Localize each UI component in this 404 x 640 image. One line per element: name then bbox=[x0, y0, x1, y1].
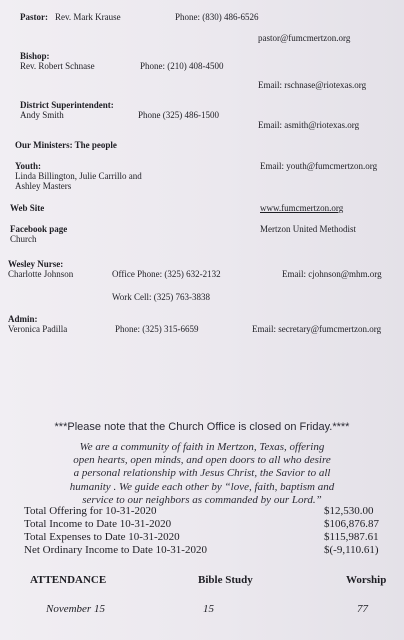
pastor-phone: Phone: (830) 486-6526 bbox=[175, 12, 259, 22]
pastor-email: pastor@fumcmertzon.org bbox=[258, 33, 351, 43]
finance-row bbox=[24, 531, 379, 544]
wesley-nurse-email: Email: cjohnson@mhm.org bbox=[282, 269, 382, 279]
wesley-nurse-office-phone: Office Phone: (325) 632-2132 bbox=[112, 269, 221, 279]
finance-value: $115,987.61 bbox=[324, 531, 379, 543]
office-closed-notice: ***Please note that the Church Office is closed on Friday.**** bbox=[54, 421, 350, 433]
admin-label: Admin: bbox=[8, 314, 38, 324]
bishop-phone: Phone: (210) 408-4500 bbox=[140, 61, 224, 71]
bishop-name: Rev. Robert Schnase bbox=[20, 61, 95, 71]
mission-statement bbox=[30, 441, 374, 507]
facebook-label: Facebook page bbox=[10, 224, 68, 234]
finance-row bbox=[24, 505, 374, 518]
mission-line: We are a community of faith in Mertzon, Texas, offering bbox=[79, 441, 325, 453]
wesley-nurse-label: Wesley Nurse: bbox=[8, 259, 64, 269]
youth-names-line1: Linda Billington, Julie Carrillo and bbox=[15, 171, 142, 181]
youth-names-line2: Ashley Masters bbox=[15, 181, 72, 191]
finance-row bbox=[24, 518, 379, 531]
finance-label: Total Income to Date 10-31-2020 bbox=[24, 518, 172, 530]
facebook-sub: Church bbox=[10, 234, 37, 244]
finance-value: $106,876.87 bbox=[324, 518, 379, 530]
finance-label: Total Offering for 10-31-2020 bbox=[24, 505, 157, 517]
mission-line: humanity . We guide each other by “love, faith, baptism and bbox=[69, 480, 335, 493]
wesley-nurse-name: Charlotte Johnson bbox=[8, 269, 74, 279]
bishop-email: Email: rschnase@riotexas.org bbox=[258, 80, 367, 90]
finance-row bbox=[24, 544, 379, 557]
youth-label: Youth: bbox=[15, 161, 42, 171]
district-superintendent-label: District Superintendent: bbox=[20, 100, 114, 110]
admin-email: Email: secretary@fumcmertzon.org bbox=[252, 324, 382, 334]
wesley-nurse-work-cell: Work Cell: (325) 763-3838 bbox=[112, 292, 211, 302]
attendance-date: November 15 bbox=[46, 603, 105, 615]
finance-label: Net Ordinary Income to Date 10-31-2020 bbox=[24, 544, 207, 556]
attendance-bible-study-count: 15 bbox=[203, 603, 214, 615]
website-label: Web Site bbox=[10, 203, 45, 213]
website-link[interactable]: www.fumcmertzon.org bbox=[260, 203, 344, 213]
finance-label: Total Expenses to Date 10-31-2020 bbox=[24, 531, 180, 543]
pastor-label: Pastor: bbox=[20, 12, 48, 22]
attendance-col-worship: Worship bbox=[346, 574, 387, 586]
district-superintendent-phone: Phone (325) 486-1500 bbox=[138, 110, 219, 120]
bishop-label: Bishop: bbox=[20, 51, 50, 61]
finance-value: $12,530.00 bbox=[324, 505, 374, 517]
attendance-worship-count: 77 bbox=[357, 603, 368, 615]
finance-value: $(-9,110.61) bbox=[324, 544, 379, 556]
attendance-col-bible-study: Bible Study bbox=[198, 574, 253, 586]
district-superintendent-email: Email: asmith@riotexas.org bbox=[258, 120, 360, 130]
mission-line: a personal relationship with Jesus Christ, the Savior to all bbox=[73, 467, 331, 480]
facebook-value: Mertzon United Methodist bbox=[260, 224, 356, 234]
district-superintendent-name: Andy Smith bbox=[20, 110, 64, 120]
mission-line: open hearts, open minds, and open doors to all who desire bbox=[73, 454, 331, 467]
admin-phone: Phone: (325) 315-6659 bbox=[115, 324, 199, 334]
admin-name: Veronica Padilla bbox=[8, 324, 68, 334]
pastor-name: Rev. Mark Krause bbox=[55, 12, 121, 22]
attendance-heading: ATTENDANCE bbox=[30, 574, 107, 586]
mission-line: service to our neighbors as commanded by our Lord.” bbox=[82, 493, 322, 506]
ministers-heading: Our Ministers: The people bbox=[15, 140, 117, 150]
youth-email: Email: youth@fumcmertzon.org bbox=[260, 161, 378, 171]
